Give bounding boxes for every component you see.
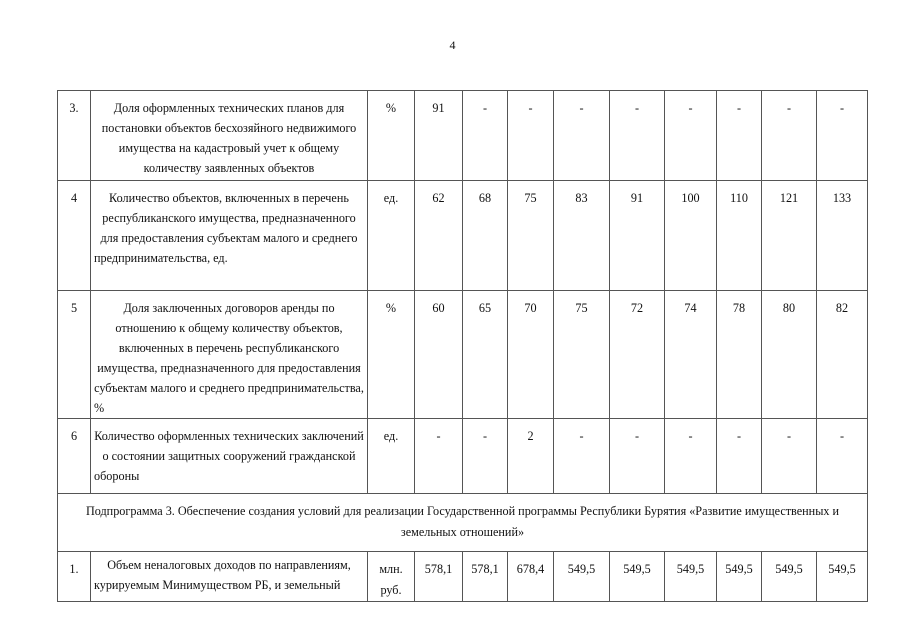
value-cell: 72 xyxy=(610,291,665,419)
value-cell: - xyxy=(610,419,665,494)
indicator-description: Количество объектов, включенных в перечень республиканского имущества, предназначенного для предоставления субъектам малого и среднего предпринимательства, ед. xyxy=(91,181,368,291)
unit-line: руб. xyxy=(380,583,402,597)
value-cell: - xyxy=(463,91,508,181)
value-cell: - xyxy=(817,419,868,494)
row-number: 1. xyxy=(58,552,91,602)
value-cell: - xyxy=(665,91,717,181)
value-cell: - xyxy=(463,419,508,494)
value-cell: - xyxy=(554,419,610,494)
value-cell: 75 xyxy=(554,291,610,419)
indicator-description: Объем неналоговых доходов по направлениям, курируемым Минимуществом РБ, и земельный xyxy=(91,552,368,602)
value-cell: - xyxy=(762,91,817,181)
page-number: 4 xyxy=(449,38,456,52)
unit-cell: % xyxy=(368,291,415,419)
value-cell: 549,5 xyxy=(610,552,665,602)
value-cell: 65 xyxy=(463,291,508,419)
value-cell: 121 xyxy=(762,181,817,291)
value-cell: - xyxy=(762,419,817,494)
subprogram-heading: Подпрограмма 3. Обеспечение создания условий для реализации Государственной программы Республики Бурятия «Развитие имущественных и земельных отношений» xyxy=(58,494,868,552)
value-cell: 60 xyxy=(415,291,463,419)
value-cell: 80 xyxy=(762,291,817,419)
unit-cell: ед. xyxy=(368,419,415,494)
table-row xyxy=(58,91,868,181)
table-row xyxy=(58,552,868,602)
value-cell: 549,5 xyxy=(665,552,717,602)
value-cell: 578,1 xyxy=(415,552,463,602)
row-number: 6 xyxy=(58,419,91,494)
value-cell: 549,5 xyxy=(817,552,868,602)
indicator-description: Количество оформленных технических заключений о состоянии защитных сооружений гражданской обороны xyxy=(91,419,368,494)
value-cell: - xyxy=(817,91,868,181)
value-cell: - xyxy=(415,419,463,494)
indicator-description: Доля заключенных договоров аренды по отношению к общему количеству объектов, включенных в перечень республиканского имущества, предназначенного для предоставления субъектам малого и среднего предпринимательства, % xyxy=(91,291,368,419)
value-cell: - xyxy=(508,91,554,181)
value-cell: 91 xyxy=(610,181,665,291)
value-cell: - xyxy=(717,91,762,181)
value-cell: 549,5 xyxy=(762,552,817,602)
value-cell: 110 xyxy=(717,181,762,291)
unit-cell: ед. xyxy=(368,181,415,291)
value-cell: 62 xyxy=(415,181,463,291)
subprogram-row xyxy=(58,494,868,552)
row-number: 4 xyxy=(58,181,91,291)
value-cell: 70 xyxy=(508,291,554,419)
value-cell: - xyxy=(717,419,762,494)
value-cell: - xyxy=(665,419,717,494)
unit-cell xyxy=(368,552,415,602)
value-cell: 549,5 xyxy=(554,552,610,602)
value-cell: 133 xyxy=(817,181,868,291)
unit-cell: % xyxy=(368,91,415,181)
value-cell: 68 xyxy=(463,181,508,291)
value-cell: 74 xyxy=(665,291,717,419)
value-cell: 100 xyxy=(665,181,717,291)
table-row xyxy=(58,291,868,419)
indicator-description: Доля оформленных технических планов для постановки объектов бесхозяйного недвижимого имущества на кадастровый учет к общему количеству заявленных объектов xyxy=(91,91,368,181)
value-cell: - xyxy=(610,91,665,181)
unit-line: млн. xyxy=(379,562,403,576)
value-cell: 578,1 xyxy=(463,552,508,602)
value-cell: 549,5 xyxy=(717,552,762,602)
value-cell: - xyxy=(554,91,610,181)
value-cell: 2 xyxy=(508,419,554,494)
value-cell: 83 xyxy=(554,181,610,291)
value-cell: 91 xyxy=(415,91,463,181)
value-cell: 82 xyxy=(817,291,868,419)
value-cell: 78 xyxy=(717,291,762,419)
row-number: 5 xyxy=(58,291,91,419)
value-cell: 678,4 xyxy=(508,552,554,602)
indicators-table xyxy=(57,90,868,602)
table-row xyxy=(58,181,868,291)
table-row xyxy=(58,419,868,494)
row-number: 3. xyxy=(58,91,91,181)
value-cell: 75 xyxy=(508,181,554,291)
